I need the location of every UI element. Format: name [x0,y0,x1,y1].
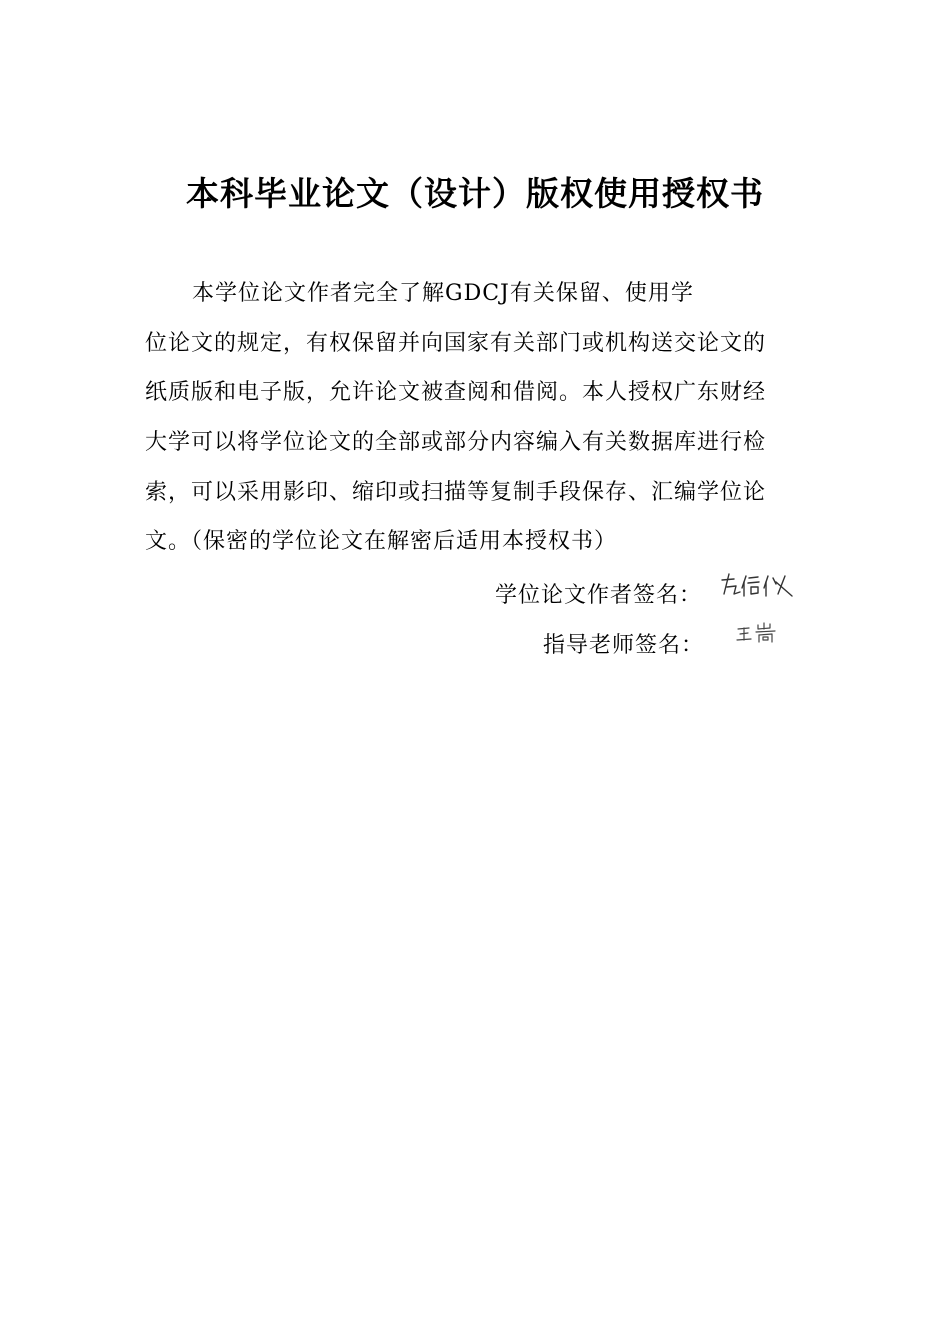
author-handwritten-signature [718,570,800,600]
paragraph-line: 本学位论文作者完全了解GDCJ有关保留、使用学 [192,281,694,306]
advisor-handwritten-signature [735,622,781,644]
author-signature-label: 学位论文作者签名： [495,583,703,608]
paragraph-line: 位论文的规定，有权保留并向国家有关部门或机构送交论文的 [145,331,767,356]
advisor-signature-label: 指导老师签名： [543,633,705,658]
document-title: 本科毕业论文（设计）版权使用授权书 [186,174,764,213]
paragraph-line: 大学可以将学位论文的全部或部分内容编入有关数据库进行检 [145,430,767,455]
paragraph-line: 索，可以采用影印、缩印或扫描等复制手段保存、汇编学位论 [145,480,767,505]
paragraph-line: 文。（保密的学位论文在解密后适用本授权书） [145,529,618,554]
paragraph-line: 纸质版和电子版，允许论文被查阅和借阅。本人授权广东财经 [145,380,767,405]
